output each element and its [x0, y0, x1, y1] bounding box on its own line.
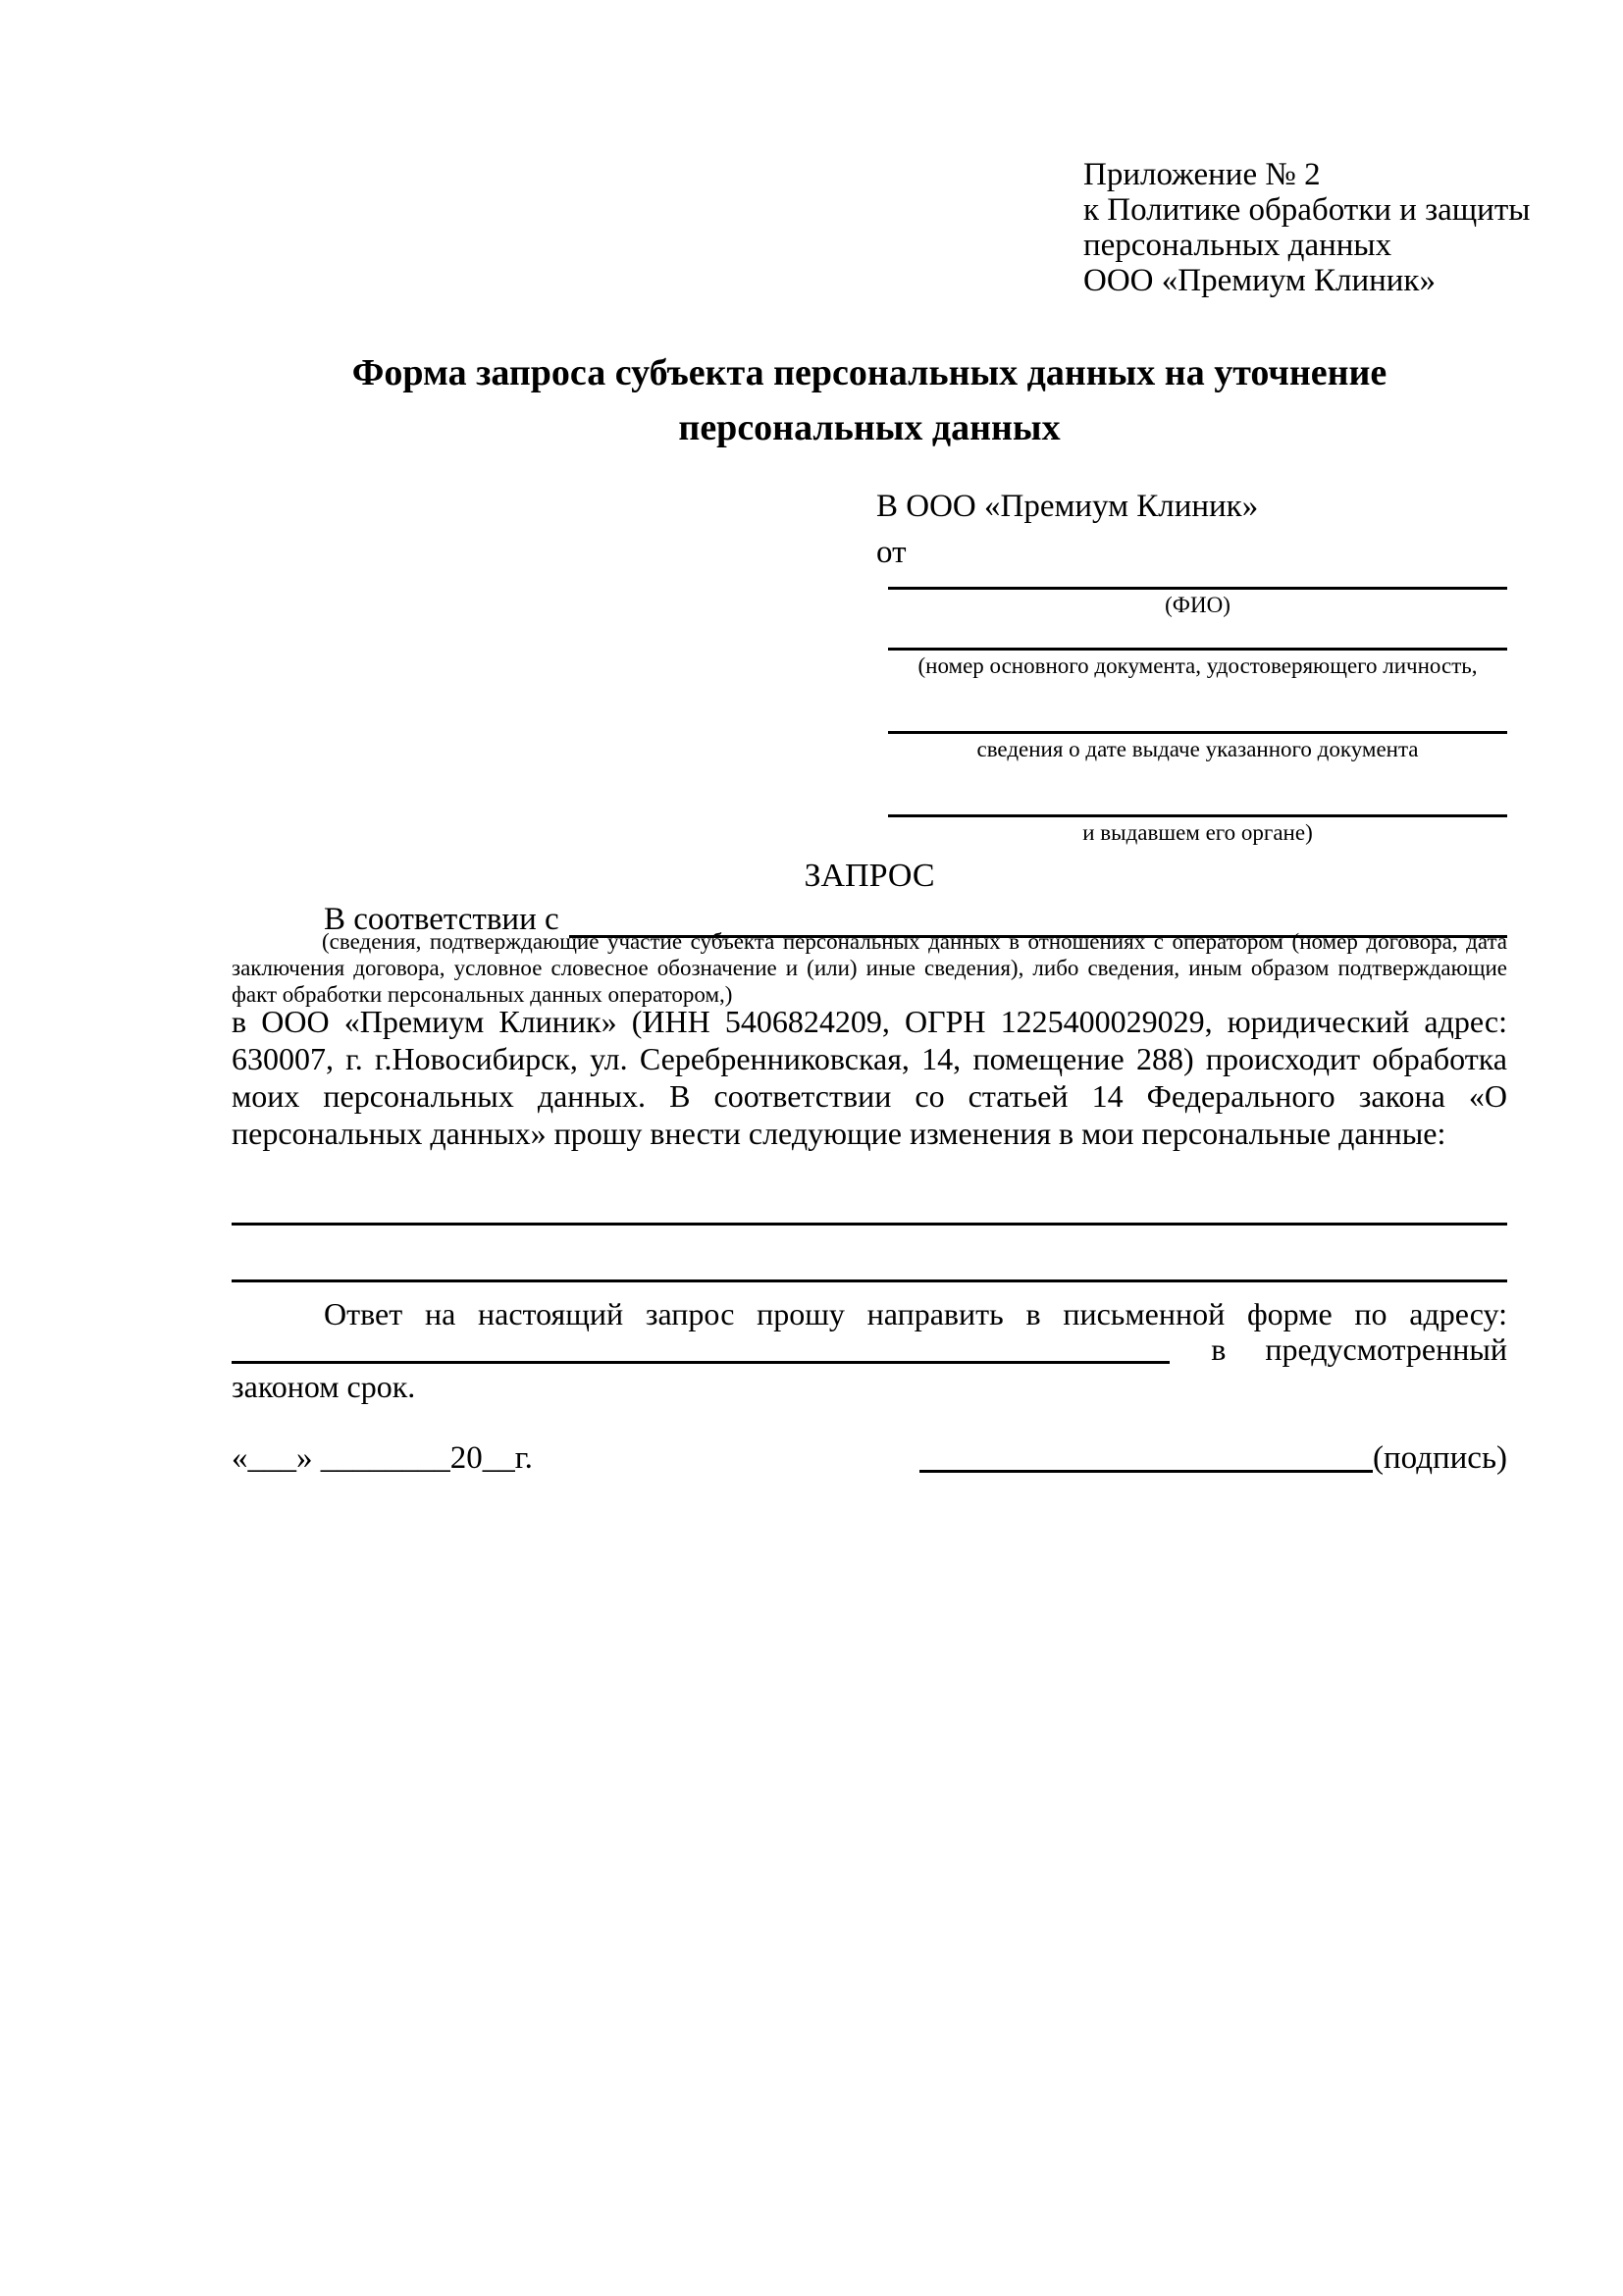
signature-fill-line: [919, 1443, 1373, 1473]
appendix-note-line: ООО «Премиум Клиник»: [1083, 263, 1436, 298]
addressee-to: В ООО «Премиум Клиник»: [876, 489, 1259, 524]
accordance-label: В соответствии с: [324, 902, 559, 937]
appendix-note-line: Приложение № 2: [1083, 157, 1321, 192]
changes-fill-line-1: [232, 1223, 1507, 1226]
appendix-note-line: персональных данных: [1083, 228, 1392, 263]
page-title: [232, 345, 1507, 455]
document-number-caption: (номер основного документа, удостоверяющего личность,: [917, 653, 1478, 678]
date-signature-row: [232, 1438, 1507, 1478]
issuing-authority-caption: и выдавшем его органе): [1082, 820, 1313, 845]
date-line: «___» ________20__г.: [232, 1440, 533, 1476]
signature-caption: (подпись): [1373, 1440, 1507, 1476]
appendix-note: [1083, 157, 1544, 298]
basis-note: (сведения, подтверждающие участие субъекта персональных данных в отношениях с оператором (номер договора, дата заключения договора, условное словесное обозначение и (или) иные сведения), либо сведения, иным образом подтверждающие факт обработки персональных данных оператором,): [232, 929, 1507, 1007]
document-number-fill-line: [888, 648, 1507, 651]
reply-address-row: [232, 1331, 1507, 1368]
signature-group: [919, 1438, 1507, 1478]
issue-date-caption: сведения о дате выдаче указанного документа: [976, 737, 1419, 761]
page-title-text: Форма запроса субъекта персональных данных на уточнение персональных данных: [351, 352, 1387, 448]
fio-caption: (ФИО): [1165, 593, 1230, 617]
issuing-authority-fill-line: [888, 814, 1507, 817]
addressee-from-label: от: [876, 535, 907, 570]
changes-fill-line-2: [232, 1279, 1507, 1282]
appendix-note-line: к Политике обработки и защиты: [1083, 192, 1531, 228]
issue-date-fill-line: [888, 731, 1507, 734]
reply-sentence: Ответ на настоящий запрос прошу направить в письменной форме по адресу:: [324, 1296, 1507, 1331]
body-paragraph: в ООО «Премиум Клиник» (ИНН 5406824209, ОГРН 1225400029029, юридический адрес: 630007, г. г.Новосибирск, ул. Серебренниковская, 14, помещение 288) происходит обработка моих персональных данных. В соответствии со статьей 14 Федерального закона «О персональных данных» прошу внести следующие изменения в мои персональные данные:: [232, 1004, 1507, 1151]
fio-fill-line: [888, 587, 1507, 590]
request-heading: ЗАПРОС: [804, 858, 935, 894]
reply-tail: законом срок.: [232, 1369, 416, 1404]
reply-suffix: в предусмотренный: [1211, 1331, 1507, 1367]
reply-address-fill-line: [232, 1334, 1170, 1364]
